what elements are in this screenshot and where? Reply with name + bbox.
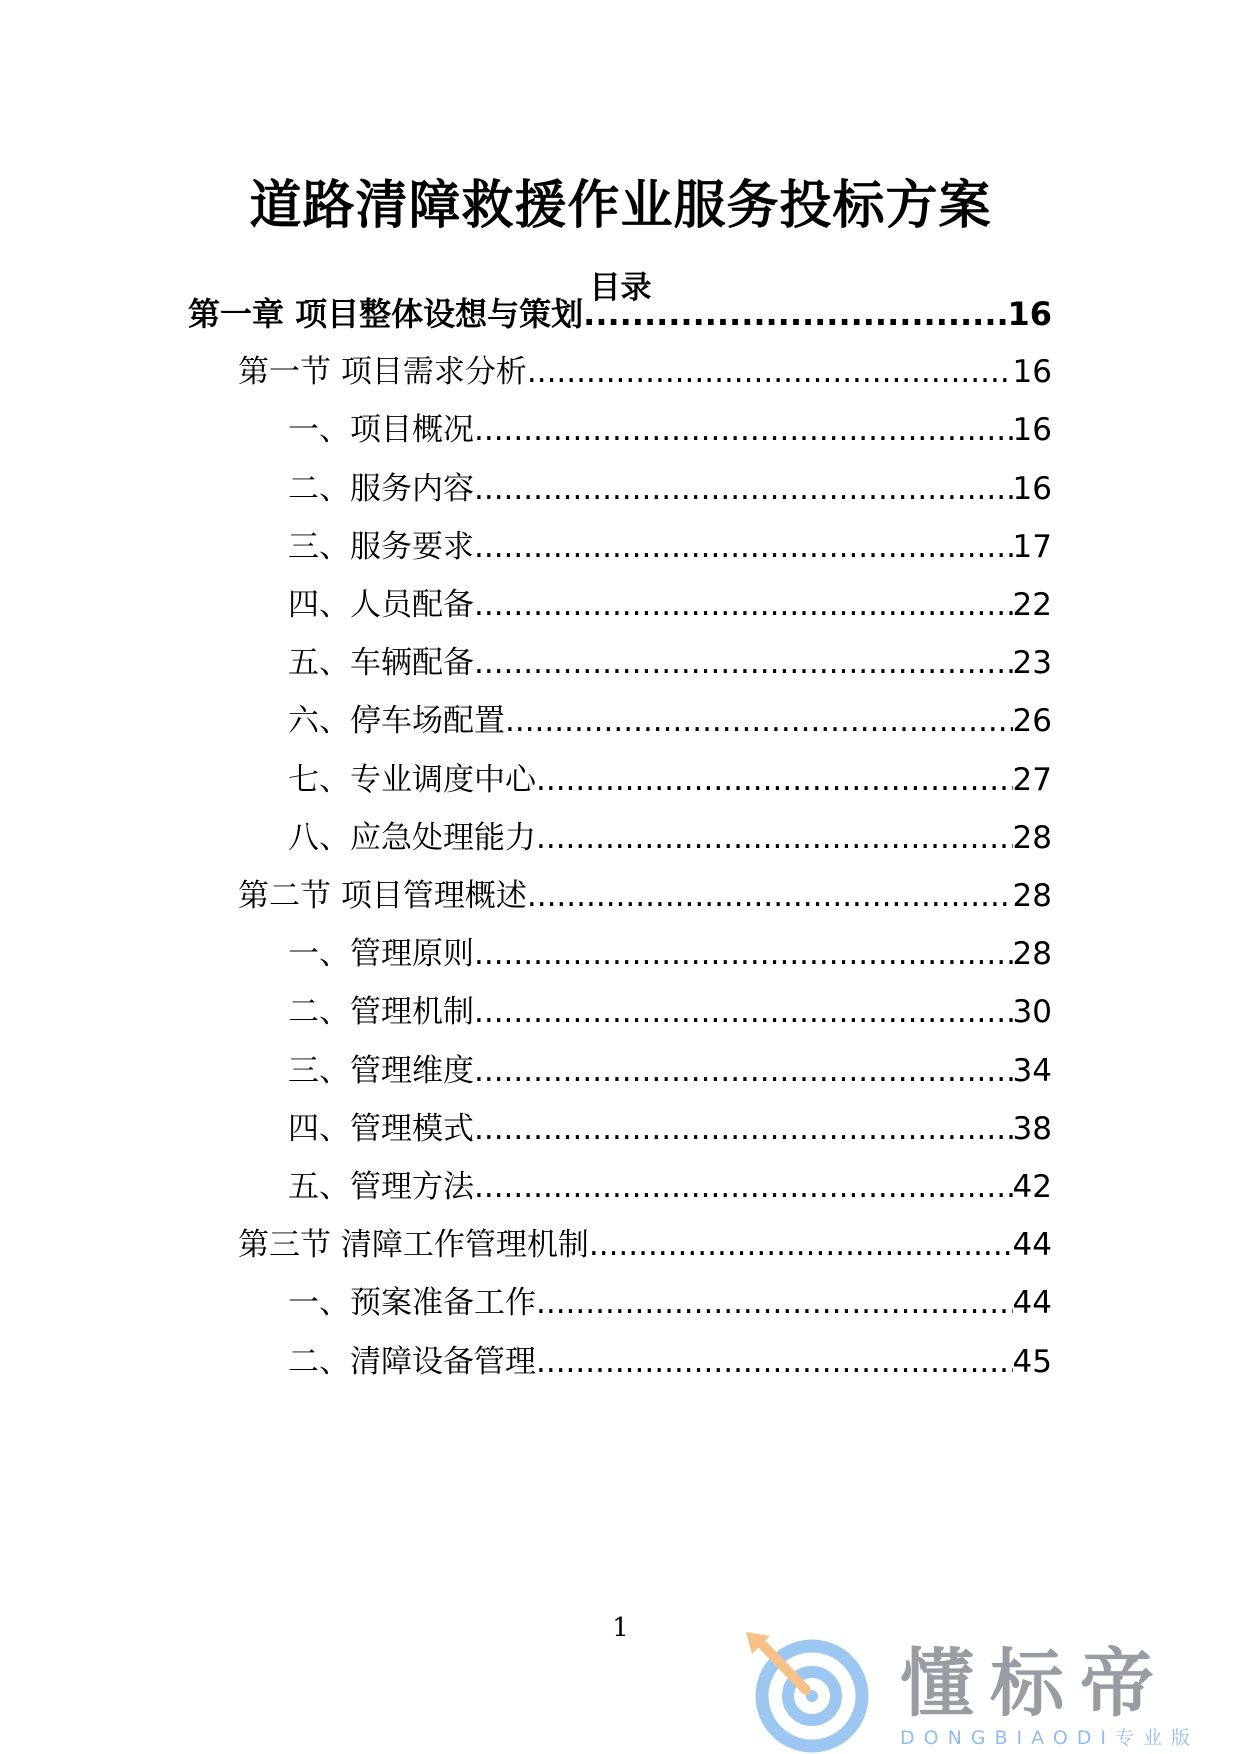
toc-dot-leader	[536, 1281, 1013, 1325]
toc-entry-title: 第一节 项目需求分析	[238, 354, 527, 390]
toc-dot-leader	[474, 1165, 1013, 1209]
toc-entry-title: 三、管理维度	[288, 1053, 474, 1089]
toc-entry[interactable]	[238, 350, 1052, 394]
toc-entry[interactable]	[288, 758, 1052, 802]
toc-dot-leader	[536, 816, 1013, 860]
toc-entry-title: 三、服务要求	[288, 529, 474, 565]
toc-entry-title: 第二节 项目管理概述	[238, 878, 527, 914]
watermark	[744, 1630, 1224, 1750]
toc-dot-leader	[583, 292, 1007, 336]
toc-entry-title: 一、管理原则	[288, 936, 474, 972]
toc-entry[interactable]	[288, 408, 1052, 452]
toc-entry[interactable]	[288, 1049, 1052, 1093]
toc-entry-page: 42	[1012, 1169, 1052, 1205]
toc-dot-leader	[527, 874, 1013, 918]
toc-entry-page: 28	[1012, 820, 1052, 856]
toc-entry[interactable]	[288, 816, 1052, 860]
toc-dot-leader	[474, 525, 1013, 569]
toc-dot-leader	[536, 758, 1013, 802]
toc-dot-leader	[505, 699, 1013, 743]
toc-entry-page: 22	[1012, 587, 1052, 623]
target-dart-icon	[744, 1630, 869, 1754]
toc-entry-title: 五、车辆配备	[288, 645, 474, 681]
toc-entry-page: 16	[1007, 295, 1052, 333]
toc-entry[interactable]	[238, 1223, 1052, 1267]
toc-entry-title: 四、管理模式	[288, 1111, 474, 1147]
toc-dot-leader	[536, 1340, 1013, 1384]
toc-entry[interactable]	[238, 874, 1052, 918]
toc-dot-leader	[474, 932, 1013, 976]
toc-entry-title: 一、预案准备工作	[288, 1285, 536, 1321]
toc-entry-title: 四、人员配备	[288, 587, 474, 623]
toc-entry-title: 五、管理方法	[288, 1169, 474, 1205]
toc-entry-title: 二、服务内容	[288, 471, 474, 507]
toc-dot-leader	[474, 408, 1013, 452]
toc-dot-leader	[474, 583, 1013, 627]
toc-entry-title: 第三节 清障工作管理机制	[238, 1227, 589, 1263]
toc-entry-page: 38	[1012, 1111, 1052, 1147]
toc-entry[interactable]	[288, 1165, 1052, 1209]
toc-dot-leader	[474, 990, 1013, 1034]
toc-entry-title: 第一章 项目整体设想与策划	[188, 295, 584, 333]
toc-entry[interactable]	[188, 292, 1052, 336]
toc-entry[interactable]	[288, 932, 1052, 976]
toc-entry-title: 二、管理机制	[288, 994, 474, 1030]
toc-heading: 目录	[589, 270, 652, 306]
toc-entry-page: 17	[1012, 529, 1052, 565]
toc-entry-page: 28	[1012, 936, 1052, 972]
toc-entry[interactable]	[288, 583, 1052, 627]
toc-entry-page: 26	[1012, 703, 1052, 739]
toc-entry[interactable]	[288, 699, 1052, 743]
toc-entry-title: 一、项目概况	[288, 412, 474, 448]
toc-dot-leader	[474, 641, 1013, 685]
toc-entry-page: 28	[1012, 878, 1052, 914]
toc-entry-page: 16	[1012, 471, 1052, 507]
toc-entry-page: 34	[1012, 1053, 1052, 1089]
toc-entry[interactable]	[288, 1281, 1052, 1325]
toc-dot-leader	[474, 1049, 1013, 1093]
toc-entry-title: 六、停车场配置	[288, 703, 505, 739]
toc-entry-page: 16	[1012, 412, 1052, 448]
toc-entry-page: 30	[1012, 994, 1052, 1030]
watermark-brand: 懂标帝	[900, 1641, 1170, 1727]
toc-dot-leader	[589, 1223, 1013, 1267]
toc-dot-leader	[527, 350, 1013, 394]
toc-entry-page: 23	[1012, 645, 1052, 681]
watermark-subtitle: DONGBIAODI专业版	[900, 1727, 1200, 1749]
toc-entry-page: 16	[1012, 354, 1052, 390]
toc-entry[interactable]	[288, 467, 1052, 511]
toc-entry-title: 八、应急处理能力	[288, 820, 536, 856]
toc-entry-page: 44	[1012, 1285, 1052, 1321]
page-number: 1	[612, 1613, 629, 1643]
toc-dot-leader	[474, 1107, 1013, 1151]
toc-entry-page: 45	[1012, 1344, 1052, 1380]
toc-dot-leader	[474, 467, 1013, 511]
document-title: 道路清障救援作业服务投标方案	[249, 176, 992, 236]
toc-entry-title: 七、专业调度中心	[288, 762, 536, 798]
toc-entry[interactable]	[288, 1340, 1052, 1384]
toc-entry[interactable]	[288, 990, 1052, 1034]
toc-entry[interactable]	[288, 1107, 1052, 1151]
toc-entry-page: 27	[1012, 762, 1052, 798]
toc-entry[interactable]	[288, 641, 1052, 685]
toc-entry[interactable]	[288, 525, 1052, 569]
toc-entry-title: 二、清障设备管理	[288, 1344, 536, 1380]
toc-entry-page: 44	[1012, 1227, 1052, 1263]
